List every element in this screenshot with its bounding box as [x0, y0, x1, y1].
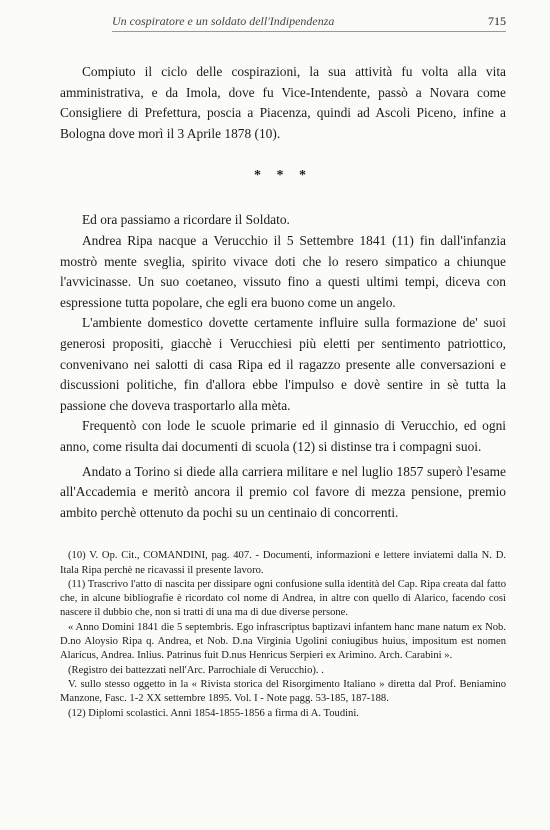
running-title: Un cospiratore e un soldato dell'Indipendenza	[112, 14, 335, 28]
book-page	[60, 14, 506, 721]
paragraph-nascita: Andrea Ripa nacque a Verucchio il 5 Settembre 1841 (11) fin dall'infanzia mostrò mente sveglia, spirito vivace doti che lo resero simpatico a chiunque l'avvicinasse. Un suo coetaneo, vissuto fino a questi ultimi tempi, diceva con espressione tutta popolare, che egli era buono come un angelo.	[60, 232, 506, 310]
footnote-10: (10) V. Op. Cit., COMANDINI, pag. 407. - Documenti, informazioni e lettere inviatemi dalla N. D. Itala Ripa perchè ne ricavassi il presente lavoro.	[60, 550, 506, 576]
footnotes	[60, 549, 506, 721]
main-text	[60, 62, 506, 523]
section-separator: * * *	[254, 168, 312, 184]
paragraph-cospirazioni: Compiuto il ciclo delle cospirazioni, la sua attività fu volta alla vita amministrativa, e da Imola, dove fu Vice-Intendente, passò a Novara come Consigliere di Prefettura, poscia a Piacenza, quindi ad Ascoli Piceno, infine a Bologna dove morì il 3 Aprile 1878 (10).	[60, 64, 506, 141]
paragraph-torino: Andato a Torino si diede alla carriera militare e nel luglio 1857 superò l'esame all'Accademia e meritò ancora il premio col favore di mezza pensione, premio ambito perchè ottenuto da pochi su un centinaio di concorrenti.	[60, 463, 506, 520]
footnote-11-rivista: V. sullo stesso oggetto in la « Rivista storica del Risorgimento Italiano » diretta dal Prof. Beniamino Manzone, Fasc. 1-2 XX settembre 1895. Vol. I - Note pagg. 53-185, 187-188.	[60, 678, 506, 705]
paragraph-soldato-intro: Ed ora passiamo a ricordare il Soldato.	[82, 212, 290, 228]
paragraph-scuole: Frequentò con lode le scuole primarie ed il ginnasio di Verucchio, ed ogni anno, come risulta dai documenti di scuola (12) si distinse tra i compagni suoi.	[60, 418, 506, 454]
paragraph-ambiente: L'ambiente domestico dovette certamente influire sulla formazione de' suoi generosi propositi, giacchè i Verucchiesi più eletti per sentimento patriottico, convenivano nei salotti di casa Ripa ed il ragazzo presente alle conversazioni e discussioni politiche, fin d'allora ebbe l'impulso e dovè sentire in sè tutta la passione che doveva trasportarlo alla mèta.	[60, 315, 506, 413]
footnote-11-latin-quote: « Anno Domini 1841 die 5 septembris. Ego infrascriptus baptizavi infantem hanc mane natum ex Nob. D.no Aloysio Ripa q. Andrea, et Nob. D.na Virginia Ugolini coniugibus huius, impositum est nomen Alaricus, Andrea. Inlius. Patrinus fuit D.nus Henricus Serpieri ex Arimino. Arch. Carabini ».	[60, 621, 506, 662]
footnote-11: (11) Trascrivo l'atto di nascita per dissipare ogni confusione sulla identità del Cap. Ripa creata dal fatto che, in alcune bibliografie è ricordato col nome di Andrea, in altre con quello di Alarico, facendo così nascere il dubbio che, non si tratti di una ma di due diverse persone.	[60, 578, 506, 619]
running-header	[112, 14, 506, 32]
footnote-11-registro: (Registro dei battezzati nell'Arc. Parrochiale di Verucchio). .	[68, 664, 324, 676]
page-number: 715	[488, 14, 506, 28]
footnote-12: (12) Diplomi scolastici. Anni 1854-1855-1856 a firma di A. Toudini.	[68, 707, 359, 719]
